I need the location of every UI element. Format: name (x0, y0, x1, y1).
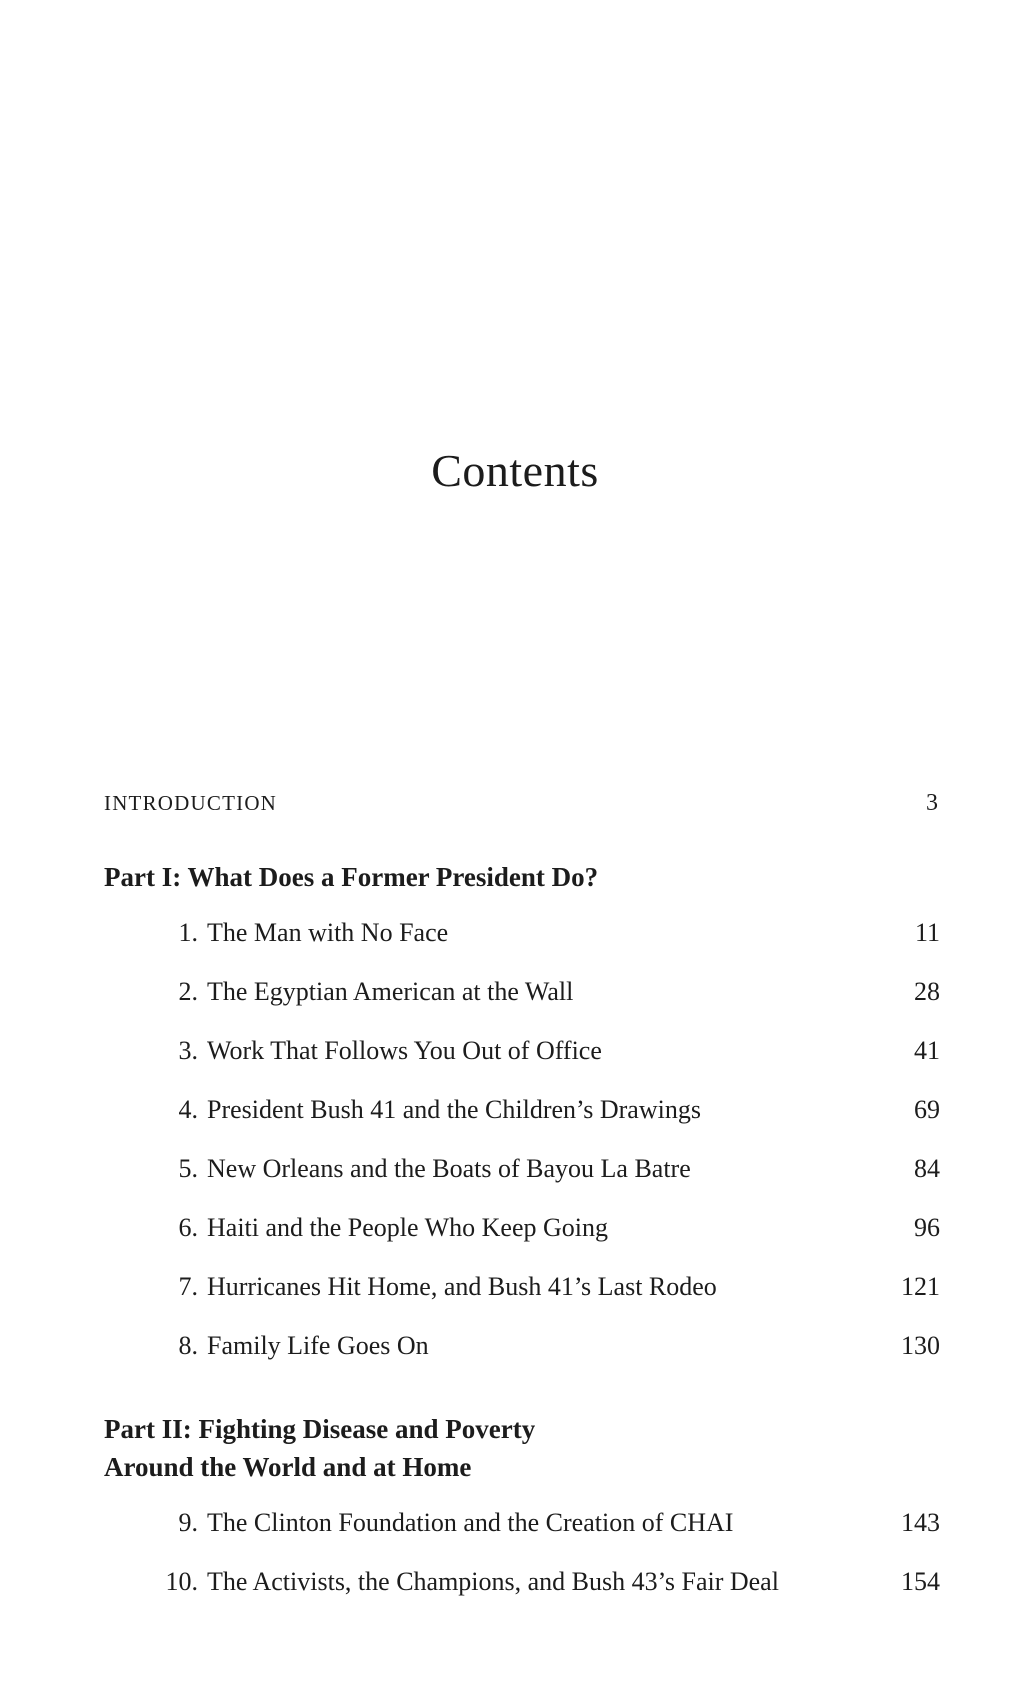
chapter-page-number: 96 (914, 1213, 940, 1242)
chapter-number: 7. (178, 1272, 198, 1301)
chapter-title: President Bush 41 and the Children’s Drawings (207, 1095, 701, 1124)
chapter-page-number: 143 (901, 1508, 940, 1537)
introduction-label: INTRODUCTION (104, 791, 278, 815)
chapter-page-number: 154 (901, 1567, 940, 1596)
chapter-number: 9. (178, 1508, 198, 1537)
part-heading-1 (104, 858, 804, 896)
part-heading-line: Around the World and at Home (104, 1452, 472, 1482)
page-title: Contents (431, 445, 599, 496)
chapter-page-number: 130 (901, 1331, 940, 1360)
chapter-title: The Man with No Face (207, 918, 449, 947)
toc-entry-chapter-7 (150, 1272, 940, 1312)
chapter-title: The Clinton Foundation and the Creation of CHAI (207, 1508, 734, 1537)
chapter-page-number: 28 (914, 977, 940, 1006)
toc-entry-chapter-1 (150, 918, 940, 958)
chapter-page-number: 84 (914, 1154, 940, 1183)
chapter-number: 5. (178, 1154, 198, 1183)
chapter-title: Hurricanes Hit Home, and Bush 41’s Last Rodeo (207, 1272, 717, 1301)
chapter-number: 3. (178, 1036, 198, 1065)
chapter-number: 2. (178, 977, 198, 1006)
chapter-page-number: 11 (914, 918, 940, 947)
chapter-title: Work That Follows You Out of Office (207, 1036, 602, 1065)
chapter-number: 6. (178, 1213, 198, 1242)
chapter-number: 4. (178, 1095, 198, 1124)
toc-entry-chapter-8 (150, 1331, 940, 1371)
toc-entry-chapter-5 (150, 1154, 940, 1194)
part-heading-2 (104, 1410, 804, 1486)
chapter-title: Family Life Goes On (207, 1331, 429, 1360)
toc-entry-chapter-10 (150, 1567, 940, 1607)
part-heading-line: Part II: Fighting Disease and Poverty (104, 1414, 536, 1444)
chapter-title: The Activists, the Champions, and Bush 43’s Fair Deal (207, 1567, 779, 1596)
toc-entry-chapter-2 (150, 977, 940, 1017)
chapter-title: Haiti and the People Who Keep Going (207, 1213, 608, 1242)
toc-entry-chapter-4 (150, 1095, 940, 1135)
chapter-page-number: 41 (914, 1036, 940, 1065)
toc-entry-chapter-9 (150, 1508, 940, 1548)
chapter-page-number: 121 (901, 1272, 940, 1301)
chapter-page-number: 69 (914, 1095, 940, 1124)
chapter-number: 8. (178, 1331, 198, 1360)
chapter-title: New Orleans and the Boats of Bayou La Batre (207, 1154, 691, 1183)
toc-entry-chapter-6 (150, 1213, 940, 1253)
chapter-number: 1. (178, 918, 198, 947)
chapter-title: The Egyptian American at the Wall (207, 977, 574, 1006)
toc-entry-introduction (104, 790, 940, 817)
toc-entry-chapter-3 (150, 1036, 940, 1076)
introduction-page-number: 3 (926, 790, 938, 816)
part-heading-line: Part I: What Does a Former President Do? (104, 862, 599, 892)
chapter-number: 10. (165, 1567, 198, 1596)
